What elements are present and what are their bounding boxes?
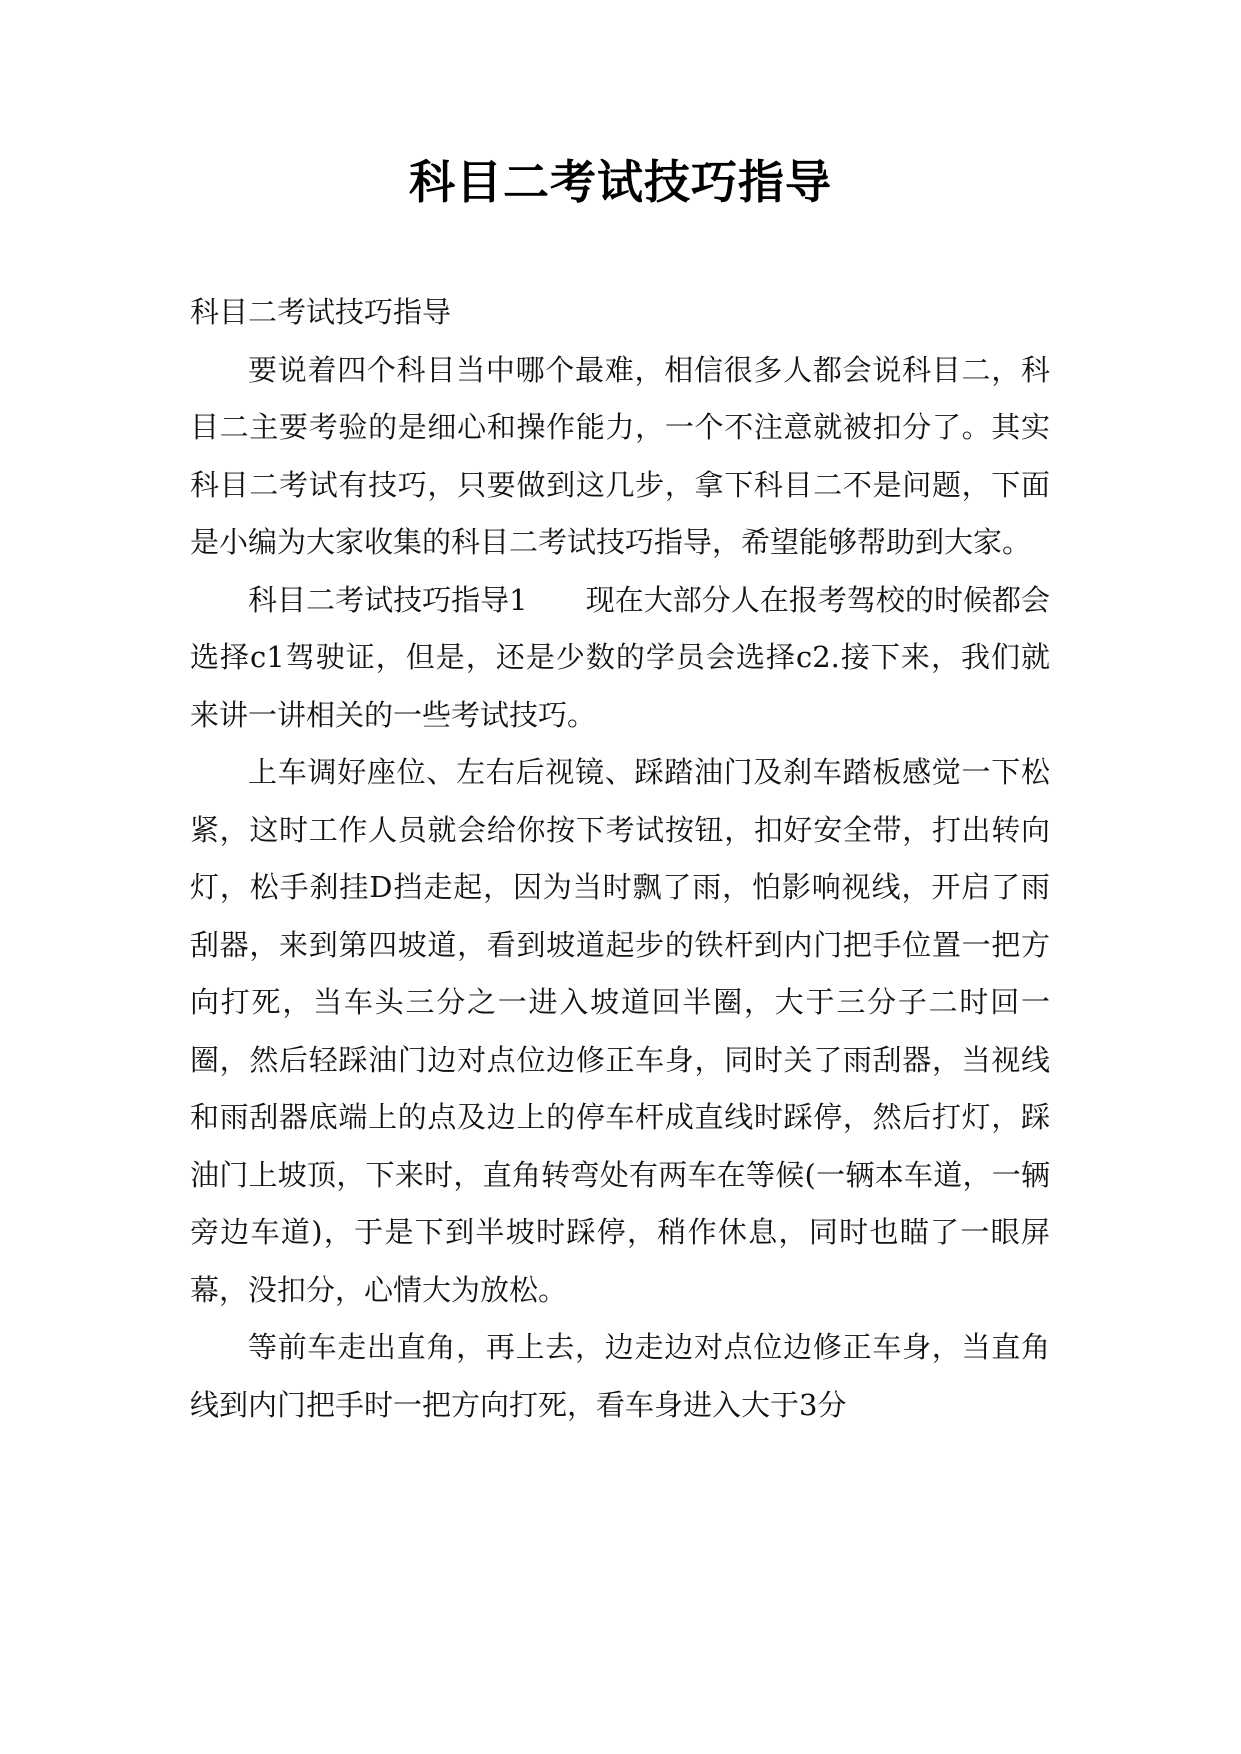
body-paragraph: 等前车走出直角，再上去，边走边对点位边修正车身，当直角线到内门把手时一把方向打死，看车身进入大于3分 <box>190 1330 1050 1422</box>
body-paragraph: 要说着四个科目当中哪个最难，相信很多人都会说科目二，科目二主要考验的是细心和操作能力，一个不注意就被扣分了。其实科目二考试有技巧，只要做到这几步，拿下科目二不是问题，下面是小编为大家收集的科目二考试技巧指导，希望能够帮助到大家。 <box>190 352 1050 559</box>
document-body <box>190 284 1050 1434</box>
body-paragraph: 上车调好座位、左右后视镜、踩踏油门及刹车踏板感觉一下松紧，这时工作人员就会给你按下考试按钮，扣好安全带，打出转向灯，松手刹挂D挡走起，因为当时飘了雨，怕影响视线，开启了雨刮器，来到第四坡道，看到坡道起步的铁杆到内门把手位置一把方向打死，当车头三分之一进入坡道回半圈，大于三分子二时回一圈，然后轻踩油门边对点位边修正车身，同时关了雨刮器，当视线和雨刮器底端上的点及边上的停车杆成直线时踩停，然后打灯，踩油门上坡顶，下来时，直角转弯处有两车在等候(一辆本车道，一辆旁边车道)，于是下到半坡时踩停，稍作休息，同时也瞄了一眼屏幕，没扣分，心情大为放松。 <box>190 755 1050 1307</box>
body-subtitle: 科目二考试技巧指导 <box>190 295 452 329</box>
document-title: 科目二考试技巧指导 <box>409 155 832 209</box>
body-paragraph: 科目二考试技巧指导1 现在大部分人在报考驾校的时候都会选择c1驾驶证，但是，还是少数的学员会选择c2.接下来，我们就来讲一讲相关的一些考试技巧。 <box>190 582 1050 732</box>
